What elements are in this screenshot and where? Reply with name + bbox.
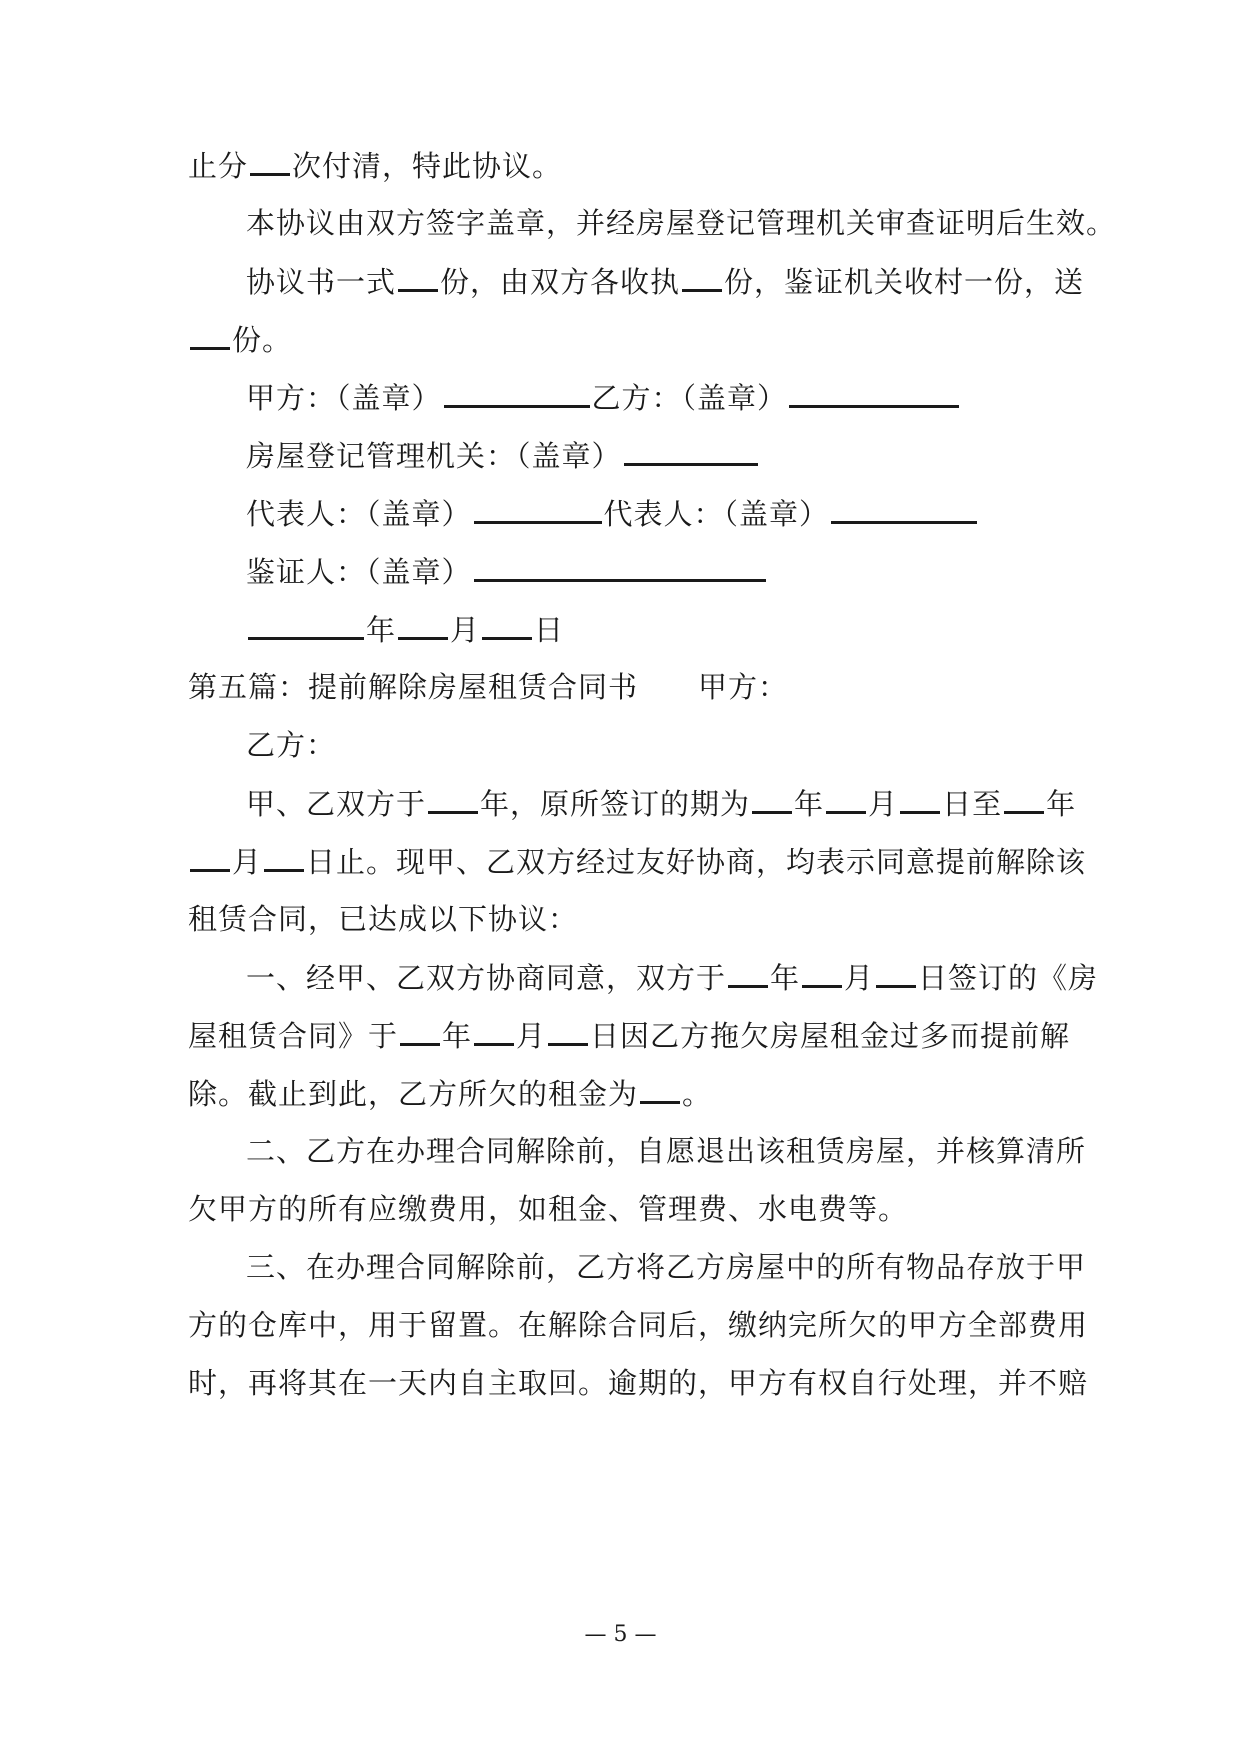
text-segment: 月 — [232, 845, 263, 879]
text-segment: 份，鉴证机关收村一份，送 — [724, 265, 1085, 299]
signature-blank — [624, 435, 758, 466]
signature-line — [246, 377, 961, 418]
fill-blank — [640, 1073, 680, 1104]
text-segment: 房屋登记管理机关：（盖章） — [246, 439, 622, 473]
text-segment: 份。 — [232, 323, 293, 357]
signature-blank — [474, 551, 766, 582]
text-line — [188, 1015, 1070, 1056]
text-segment: 日止。现甲、乙双方经过友好协商，均表示同意提前解除该 — [306, 845, 1087, 879]
text-segment: 一、经甲、乙双方协商同意，双方于 — [246, 961, 727, 995]
text-segment: 月 — [868, 787, 899, 821]
fill-blank — [876, 957, 916, 988]
fill-blank — [548, 1015, 588, 1046]
fill-blank — [474, 1015, 514, 1046]
text-segment: 租赁合同，已达成以下协议： — [188, 902, 579, 936]
signature-blank — [444, 377, 590, 408]
text-line — [246, 1131, 1086, 1171]
fill-blank — [250, 145, 290, 176]
text-segment: 日至 — [942, 787, 1003, 821]
text-segment: 甲方： — [698, 670, 789, 704]
text-line — [188, 319, 292, 360]
text-segment: 鉴证人：（盖章） — [246, 555, 472, 589]
fill-blank — [190, 319, 230, 350]
text-segment: 份，由双方各收执 — [440, 265, 681, 299]
fill-blank — [264, 841, 304, 872]
fill-blank — [752, 783, 792, 814]
fill-blank — [802, 957, 842, 988]
text-line — [188, 1073, 712, 1114]
signature-line — [246, 551, 768, 592]
signature-line — [246, 435, 760, 476]
text-segment: 代表人：（盖章） — [603, 497, 830, 531]
text-segment: 日 — [534, 613, 565, 647]
text-segment: 月 — [844, 961, 875, 995]
text-line — [188, 899, 578, 939]
text-segment: 日签订的《房 — [918, 961, 1099, 995]
signature-line — [246, 493, 979, 534]
text-segment: 二、乙方在办理合同解除前，自愿退出该租赁房屋，并核算清所 — [246, 1134, 1087, 1168]
text-line — [246, 957, 1098, 998]
text-line — [188, 145, 562, 186]
fill-blank — [398, 609, 448, 640]
section-title: 第五篇：提前解除房屋租赁合同书 — [188, 670, 639, 704]
fill-blank — [482, 609, 532, 640]
fill-blank — [190, 841, 230, 872]
text-segment: 除。截止到此，乙方所欠的租金为 — [188, 1077, 639, 1111]
text-segment: 甲、乙双方于 — [246, 787, 427, 821]
text-segment: 屋租赁合同》于 — [188, 1019, 399, 1053]
text-segment: 方的仓库中，用于留置。在解除合同后，缴纳完所欠的甲方全部费用 — [188, 1308, 1089, 1342]
text-line — [188, 841, 1086, 882]
text-segment: 欠甲方的所有应缴费用，如租金、管理费、水电费等。 — [188, 1192, 909, 1226]
text-segment: 年 — [442, 1019, 473, 1053]
fill-blank — [398, 261, 438, 292]
fill-blank — [400, 1015, 440, 1046]
text-line — [246, 725, 336, 765]
text-segment: 年 — [1046, 787, 1077, 821]
text-segment: 本协议由双方签字盖章，并经房屋登记管理机关审查证明后生效。 — [246, 206, 1117, 240]
text-segment: 月 — [450, 613, 481, 647]
text-line — [188, 1305, 1088, 1345]
fill-blank — [428, 783, 478, 814]
page-number: — 5 — — [584, 1622, 657, 1647]
text-segment: 日因乙方拖欠房屋租金过多而提前解 — [590, 1019, 1071, 1053]
text-segment: 协议书一式 — [246, 265, 397, 299]
fill-blank — [826, 783, 866, 814]
text-line — [246, 1247, 1086, 1287]
text-line — [246, 203, 1116, 243]
fill-blank — [900, 783, 940, 814]
fill-blank — [248, 609, 364, 640]
text-segment: 乙方：（盖章） — [591, 381, 788, 415]
text-segment: 乙方： — [246, 728, 337, 762]
section-heading — [188, 667, 788, 707]
text-segment: 月 — [516, 1019, 547, 1053]
text-segment: 年 — [366, 613, 397, 647]
text-segment: 年，原所签订的期为 — [480, 787, 751, 821]
text-segment: 代表人：（盖章） — [246, 497, 472, 531]
text-segment: 止分 — [188, 149, 249, 183]
signature-blank — [789, 377, 959, 408]
fill-blank — [682, 261, 722, 292]
signature-blank — [831, 493, 977, 524]
text-segment: 时，再将其在一天内自主取回。逾期的，甲方有权自行处理，并不赔 — [188, 1366, 1089, 1400]
signature-blank — [474, 493, 602, 524]
fill-blank — [728, 957, 768, 988]
text-segment: 年 — [770, 961, 801, 995]
fill-blank — [1004, 783, 1044, 814]
text-segment: 三、在办理合同解除前，乙方将乙方房屋中的所有物品存放于甲 — [246, 1250, 1087, 1284]
text-segment: 次付清，特此协议。 — [292, 149, 563, 183]
text-segment: 。 — [682, 1077, 713, 1111]
date-line — [246, 609, 564, 650]
text-line — [246, 783, 1076, 824]
text-segment: 甲方：（盖章） — [246, 381, 442, 415]
text-line — [188, 1189, 908, 1229]
text-line — [246, 261, 1084, 302]
text-line — [188, 1363, 1088, 1403]
text-segment: 年 — [794, 787, 825, 821]
